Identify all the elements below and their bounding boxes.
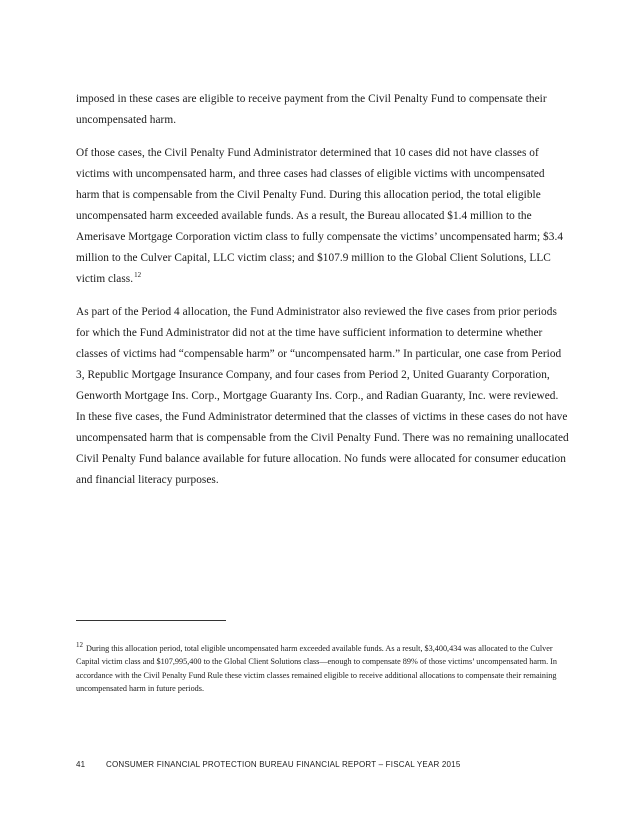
footer-title: CONSUMER FINANCIAL PROTECTION BUREAU FINANCIAL REPORT – FISCAL YEAR 2015: [106, 760, 461, 769]
footnote-text: During this allocation period, total eligible uncompensated harm exceeded available funds. As a result, $3,400,434 was allocated to the Culver Capital victim class and $107,995,400 to the Global Client Solutions class—enough to compensate 89% of those victims’ uncompensated harm. In accordance with the Civil Penalty Fund Rule these victim classes remained eligible to receive additional allocations to compensate their remaining uncompensated harm in future periods.: [76, 644, 558, 693]
paragraph-3: [76, 302, 570, 491]
paragraph-1-text: imposed in these cases are eligible to receive payment from the Civil Penalty Fund to compensate their uncompensated harm.: [76, 93, 547, 126]
paragraph-2-text: Of those cases, the Civil Penalty Fund Administrator determined that 10 cases did not have classes of victims with uncompensated harm, and three cases had classes of eligible victims with uncompensated harm that is compensable from the Civil Penalty Fund. During this allocation period, the total eligible uncompensated harm exceeded available funds. As a result, the Bureau allocated $1.4 million to the Amerisave Mortgage Corporation victim class to fully compensate the victims’ uncompensated harm; $3.4 million to the Culver Capital, LLC victim class; and $107.9 million to the Global Client Solutions, LLC victim class.: [76, 147, 564, 285]
body-text: [76, 89, 570, 503]
page-footer: [76, 760, 460, 769]
paragraph-2: [76, 143, 570, 290]
page-number: 41: [76, 760, 86, 769]
paragraph-3-text: As part of the Period 4 allocation, the Fund Administrator also reviewed the five cases from prior periods for which the Fund Administrator did not at the time have sufficient information to determine whether classes of victims had “compensable harm” or “uncompensated harm.” In particular, one case from Period 3, Republic Mortgage Insurance Company, and four cases from Period 2, United Guaranty Corporation, Genworth Mortgage Ins. Corp., Mortgage Guaranty Ins. Corp., and Radian Guaranty, Inc. were reviewed. In these five cases, the Fund Administrator determined that the classes of victims in these cases do not have uncompensated harm that is compensable from the Civil Penalty Fund. There was no remaining unallocated Civil Penalty Fund balance available for future allocation. No funds were allocated for consumer education and financial literacy purposes.: [76, 306, 569, 486]
footnote-divider: [76, 620, 226, 621]
footnote-number: 12: [76, 641, 83, 650]
footnote: [76, 642, 570, 695]
footnote-reference[interactable]: 12: [134, 271, 142, 280]
paragraph-1: [76, 89, 570, 131]
